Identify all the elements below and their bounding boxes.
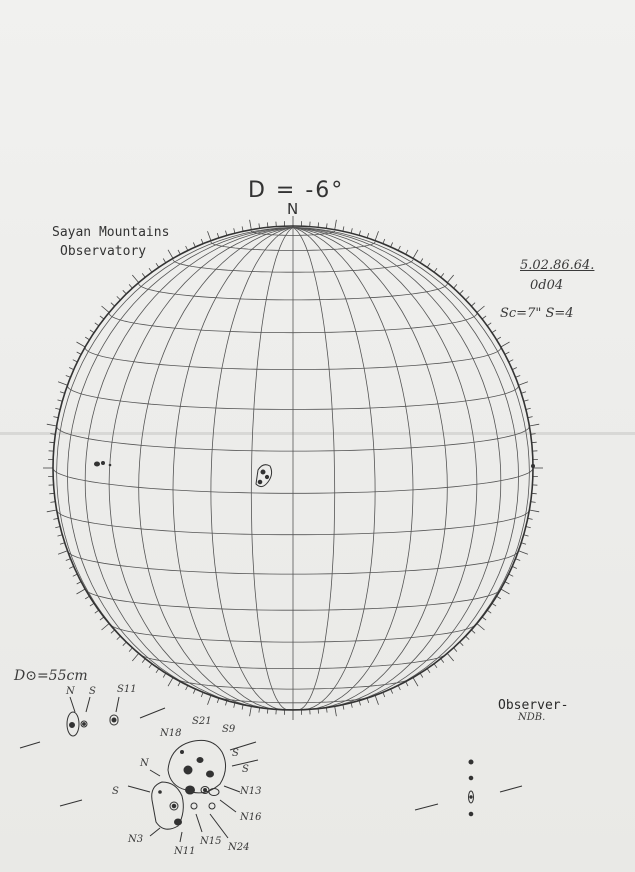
- main-group-label: N18: [160, 728, 182, 739]
- main-group-label: N11: [174, 846, 196, 857]
- limb-tick: [335, 706, 337, 716]
- main-group-label: S: [232, 748, 239, 759]
- grid-meridian: [85, 227, 293, 706]
- main-group-label: S: [112, 786, 119, 797]
- limb-tick: [77, 342, 86, 347]
- limb-tick: [208, 231, 211, 240]
- main-group-label: S: [242, 764, 249, 775]
- sunspot-central-group: [256, 465, 272, 487]
- observatory-name-line1: Sayan Mountains: [52, 225, 170, 240]
- limb-tick: [58, 382, 67, 385]
- sunspot-east: [94, 461, 111, 467]
- main-group-label: N: [140, 758, 149, 769]
- main-group-label: S21: [192, 716, 212, 727]
- heliographic-grid: [53, 227, 533, 710]
- limb-tick: [335, 220, 337, 230]
- observation-time: 0d04: [530, 278, 564, 293]
- limb-tick: [132, 653, 138, 661]
- limb-tick: [168, 250, 173, 259]
- limb-tick: [102, 624, 110, 630]
- limb-tick: [47, 510, 57, 512]
- west-group-label: N: [66, 686, 75, 697]
- limb-tick: [375, 231, 378, 240]
- limb-tick: [501, 342, 510, 347]
- sunspot-limb-west: [531, 464, 535, 468]
- main-group-label: N3: [128, 834, 144, 845]
- limb-tick: [477, 306, 485, 312]
- north-marker: N: [287, 200, 299, 218]
- detail-east-marks: [415, 760, 522, 816]
- limb-tick: [529, 424, 539, 426]
- main-group-label: N16: [240, 812, 262, 823]
- limb-tick: [375, 695, 378, 704]
- limb-tick: [168, 678, 173, 687]
- observatory-name-line2: Observatory: [60, 244, 147, 259]
- limb-tick: [77, 589, 86, 594]
- observer-name: NDB.: [518, 712, 546, 723]
- detail-west-group: [20, 697, 165, 748]
- declination-label: D = -6°: [248, 178, 345, 203]
- limb-tick: [519, 382, 528, 385]
- limb-tick: [132, 275, 138, 283]
- detail-main-group: [60, 740, 258, 842]
- grid-meridian: [293, 227, 501, 706]
- limb-tick: [447, 275, 453, 283]
- limb-tick: [529, 510, 539, 512]
- main-group-label: N15: [200, 836, 222, 847]
- limb-tick: [413, 250, 418, 259]
- limb-tick: [447, 653, 453, 661]
- seeing-estimate: Sc=7" S=4: [500, 306, 574, 321]
- limb-tick: [250, 220, 252, 230]
- limb-tick: [58, 551, 67, 554]
- west-group-label: S11: [117, 684, 137, 695]
- observation-date: 5.02.86.64.: [520, 258, 595, 273]
- limb-tick: [102, 306, 110, 312]
- telescope-aperture: D⊙=55cm: [14, 668, 88, 684]
- limb-tick: [413, 678, 418, 687]
- limb-tick: [250, 706, 252, 716]
- main-group-label: N13: [240, 786, 262, 797]
- limb-tick: [477, 624, 485, 630]
- main-group-label: N24: [228, 842, 250, 853]
- limb-tick: [501, 589, 510, 594]
- observer-label: Observer-: [498, 698, 569, 713]
- limb-tick: [519, 551, 528, 554]
- main-group-label: S9: [222, 724, 236, 735]
- limb-tick: [208, 695, 211, 704]
- limb-tick: [47, 424, 57, 426]
- west-group-label: S: [89, 686, 96, 697]
